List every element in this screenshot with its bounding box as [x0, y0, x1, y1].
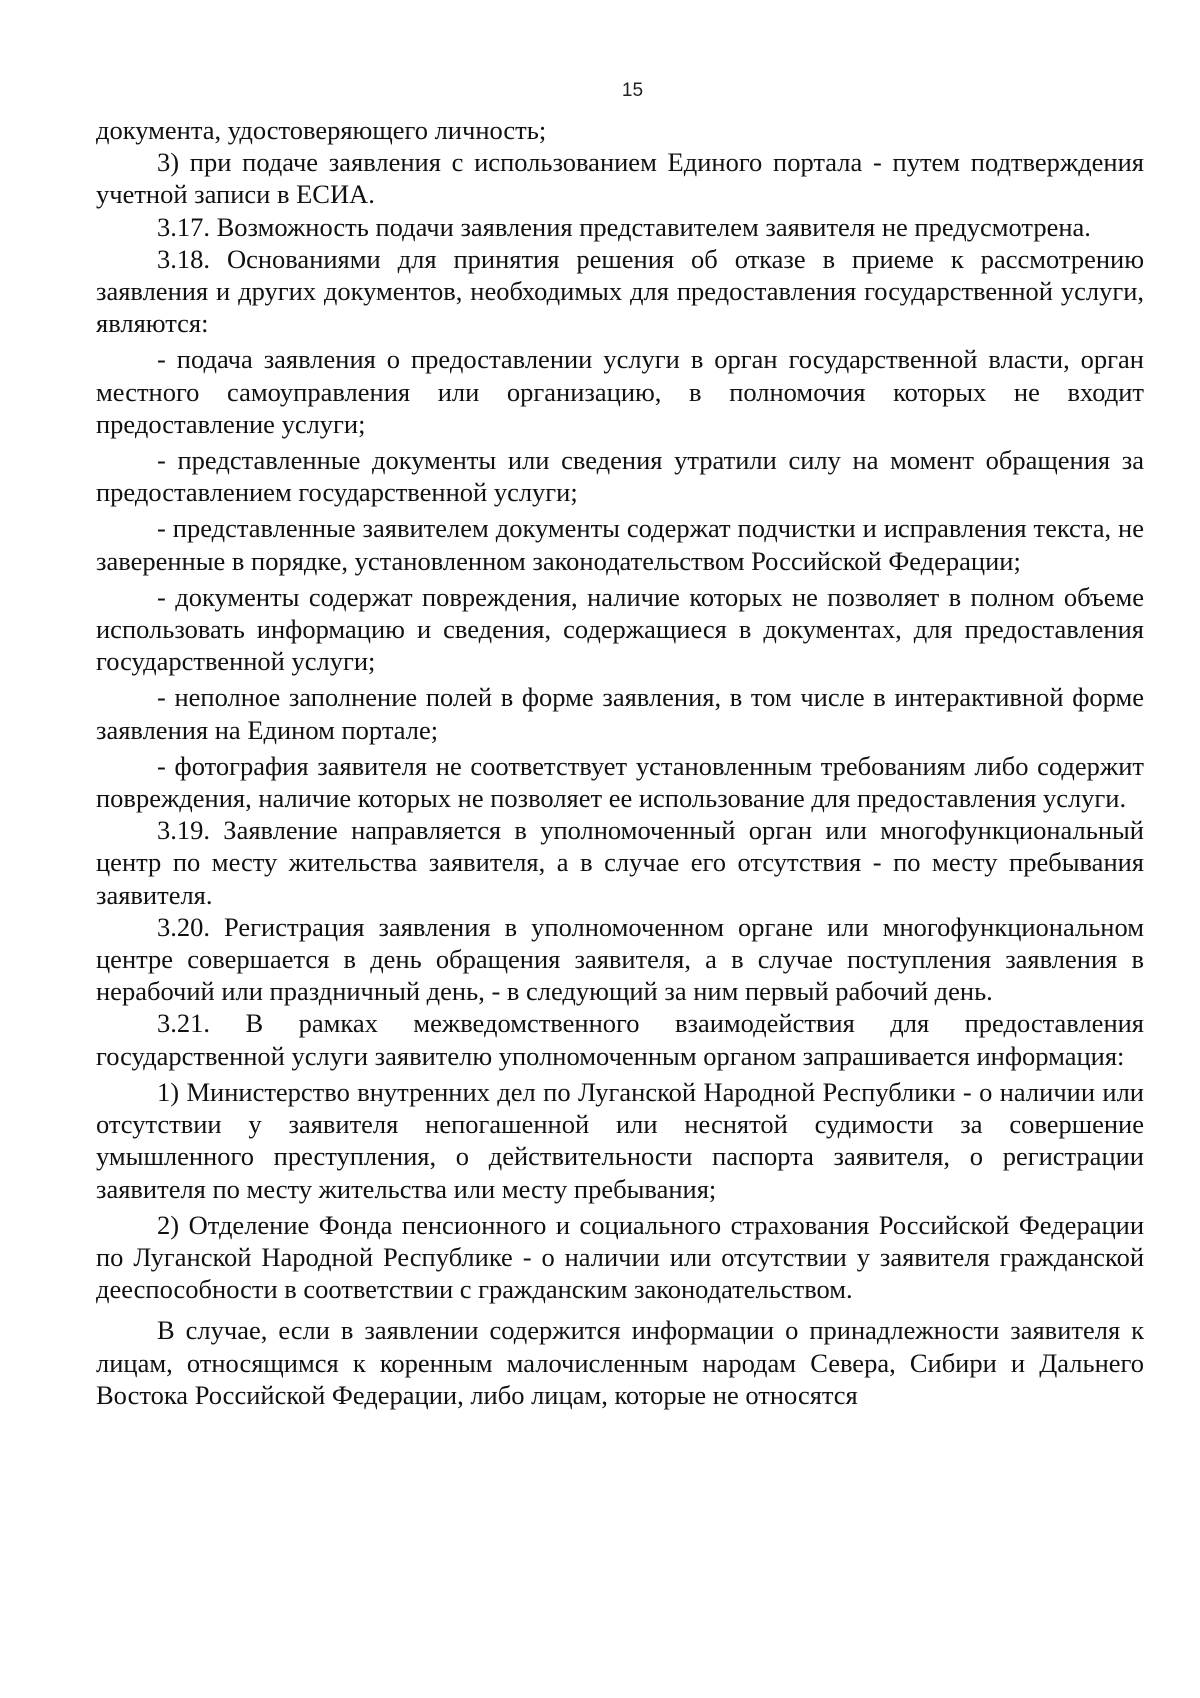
- list-item-refusal-3: - представленные заявителем документы содержат подчистки и исправления текста, не заверенные в порядке, установленном законодательством Российской Федерации;: [96, 513, 1144, 576]
- list-item-refusal-5: - неполное заполнение полей в форме заявления, в том числе в интерактивной форме заявления на Едином портале;: [96, 682, 1144, 745]
- list-item-refusal-4: - документы содержат повреждения, наличие которых не позволяет в полном объеме использовать информацию и сведения, содержащиеся в документах, для предоставления государственной услуги;: [96, 581, 1144, 677]
- paragraph-indigenous-peoples: В случае, если в заявлении содержится информации о принадлежности заявителя к лицам, относящимся к коренным малочисленным народам Севера, Сибири и Дальнего Востока Российской Федерации, либо лицам, которые не относятся: [96, 1315, 1144, 1410]
- document-body: [96, 114, 1144, 1411]
- paragraph-3-20: 3.20. Регистрация заявления в уполномоченном органе или многофункциональном центре совершается в день обращения заявителя, а в случае поступления заявления в нерабочий или праздничный день, - в следующий за ним первый рабочий день.: [96, 911, 1144, 1007]
- paragraph-3-21: 3.21. В рамках межведомственного взаимодействия для предоставления государственной услуги заявителю уполномоченным органом запрашивается информация:: [96, 1008, 1144, 1071]
- page-number: 15: [621, 80, 644, 101]
- list-item-interior-ministry: 1) Министерство внутренних дел по Луганской Народной Республики - о наличии или отсутствии у заявителя непогашенной или неснятой судимости за совершение умышленного преступления, о действительности паспорта заявителя, о регистрации заявителя по месту жительства или месту пребывания;: [96, 1076, 1144, 1204]
- paragraph-3-17: 3.17. Возможность подачи заявления представителем заявителя не предусмотрена.: [157, 211, 1091, 242]
- paragraph-identity-document: документа, удостоверяющего личность;: [96, 115, 547, 145]
- paragraph-3-19: 3.19. Заявление направляется в уполномоченный орган или многофункциональный центр по месту жительства заявителя, а в случае его отсутствия - по месту пребывания заявителя.: [96, 815, 1144, 910]
- list-item-pension-fund: 2) Отделение Фонда пенсионного и социального страхования Российской Федерации по Луганской Народной Республике - о наличии или отсутствии у заявителя гражданской дееспособности в соответствии с гражданским законодательством.: [96, 1209, 1144, 1305]
- paragraph-unified-portal: 3) при подаче заявления с использованием Единого портала - путем подтверждения учетной записи в ЕСИА.: [96, 147, 1144, 210]
- paragraph-3-18: 3.18. Основаниями для принятия решения об отказе в приеме к рассмотрению заявления и других документов, необходимых для предоставления государственной услуги, являются:: [96, 243, 1144, 339]
- list-item-refusal-6: - фотография заявителя не соответствует установленным требованиям либо содержит повреждения, наличие которых не позволяет ее использование для предоставления услуги.: [96, 750, 1144, 814]
- list-item-refusal-2: - представленные документы или сведения утратили силу на момент обращения за предоставлением государственной услуги;: [96, 445, 1144, 508]
- list-item-refusal-1: - подача заявления о предоставлении услуги в орган государственной власти, орган местного самоуправления или организацию, в полномочия которых не входит предоставление услуги;: [96, 344, 1144, 439]
